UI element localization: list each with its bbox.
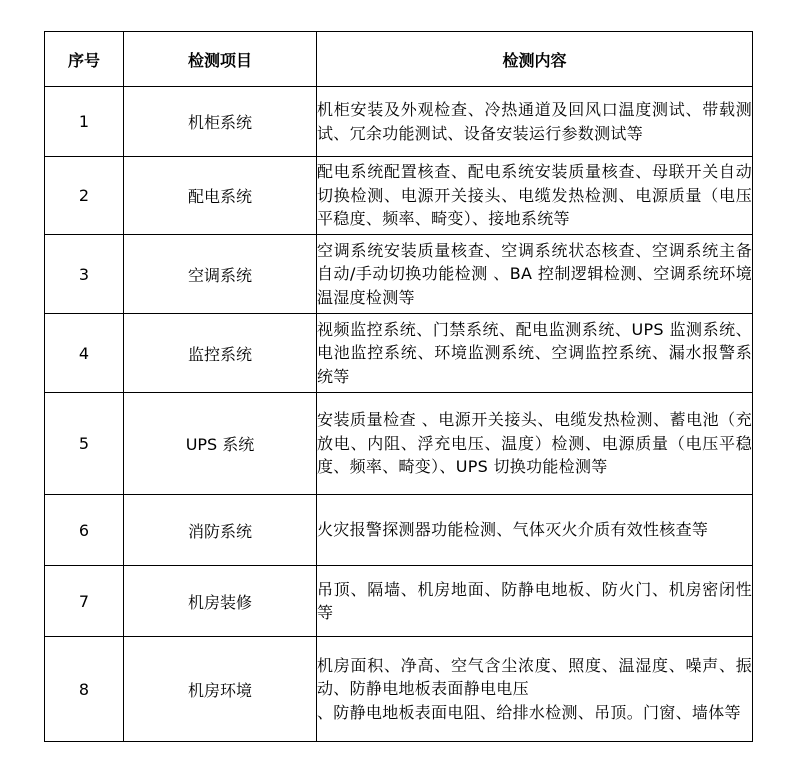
table-row [45,235,753,314]
table-row [45,637,753,742]
row-no: 1 [45,87,124,157]
table-row [45,157,753,235]
row-content: 吊顶、隔墙、机房地面、防静电地板、防火门、机房密闭性等 [317,566,753,637]
row-content: 机房面积、净高、空气含尘浓度、照度、温湿度、噪声、振动、防静电地板表面静电电压 、防静电地板表面电阻、给排水检测、吊顶。门窗、墙体等 [317,637,753,742]
row-item: 配电系统 [124,157,317,235]
row-item: 机柜系统 [124,87,317,157]
table-row [45,314,753,393]
header-item: 检测项目 [124,32,317,87]
row-no: 7 [45,566,124,637]
row-item: 机房环境 [124,637,317,742]
inspection-table [44,31,753,742]
row-content: 配电系统配置核查、配电系统安装质量核查、母联开关自动切换检测、电源开关接头、电缆发热检测、电源质量（电压平稳度、频率、畸变）、接地系统等 [317,157,753,235]
row-content: 火灾报警探测器功能检测、气体灭火介质有效性核查等 [317,495,753,566]
row-content: 视频监控系统、门禁系统、配电监测系统、UPS 监测系统、电池监控系统、环境监测系统、空调监控系统、漏水报警系统等 [317,314,753,393]
row-no: 5 [45,393,124,495]
table-row [45,566,753,637]
header-content: 检测内容 [317,32,753,87]
row-item: 机房装修 [124,566,317,637]
row-content: 安装质量检查 、电源开关接头、电缆发热检测、蓄电池（充放电、内阻、浮充电压、温度）检测、电源质量（电压平稳度、频率、畸变）、UPS 切换功能检测等 [317,393,753,495]
row-no: 2 [45,157,124,235]
row-no: 6 [45,495,124,566]
row-content: 机柜安装及外观检查、冷热通道及回风口温度测试、带载测试、冗余功能测试、设备安装运行参数测试等 [317,87,753,157]
table-row [45,393,753,495]
row-item: 消防系统 [124,495,317,566]
table-header-row [45,32,753,87]
row-no: 3 [45,235,124,314]
row-item: 监控系统 [124,314,317,393]
row-content: 空调系统安装质量核查、空调系统状态核查、空调系统主备自动/手动切换功能检测 、BA 控制逻辑检测、空调系统环境温湿度检测等 [317,235,753,314]
table-row [45,87,753,157]
row-item: UPS 系统 [124,393,317,495]
row-no: 8 [45,637,124,742]
header-no: 序号 [45,32,124,87]
row-no: 4 [45,314,124,393]
table-row [45,495,753,566]
row-item: 空调系统 [124,235,317,314]
